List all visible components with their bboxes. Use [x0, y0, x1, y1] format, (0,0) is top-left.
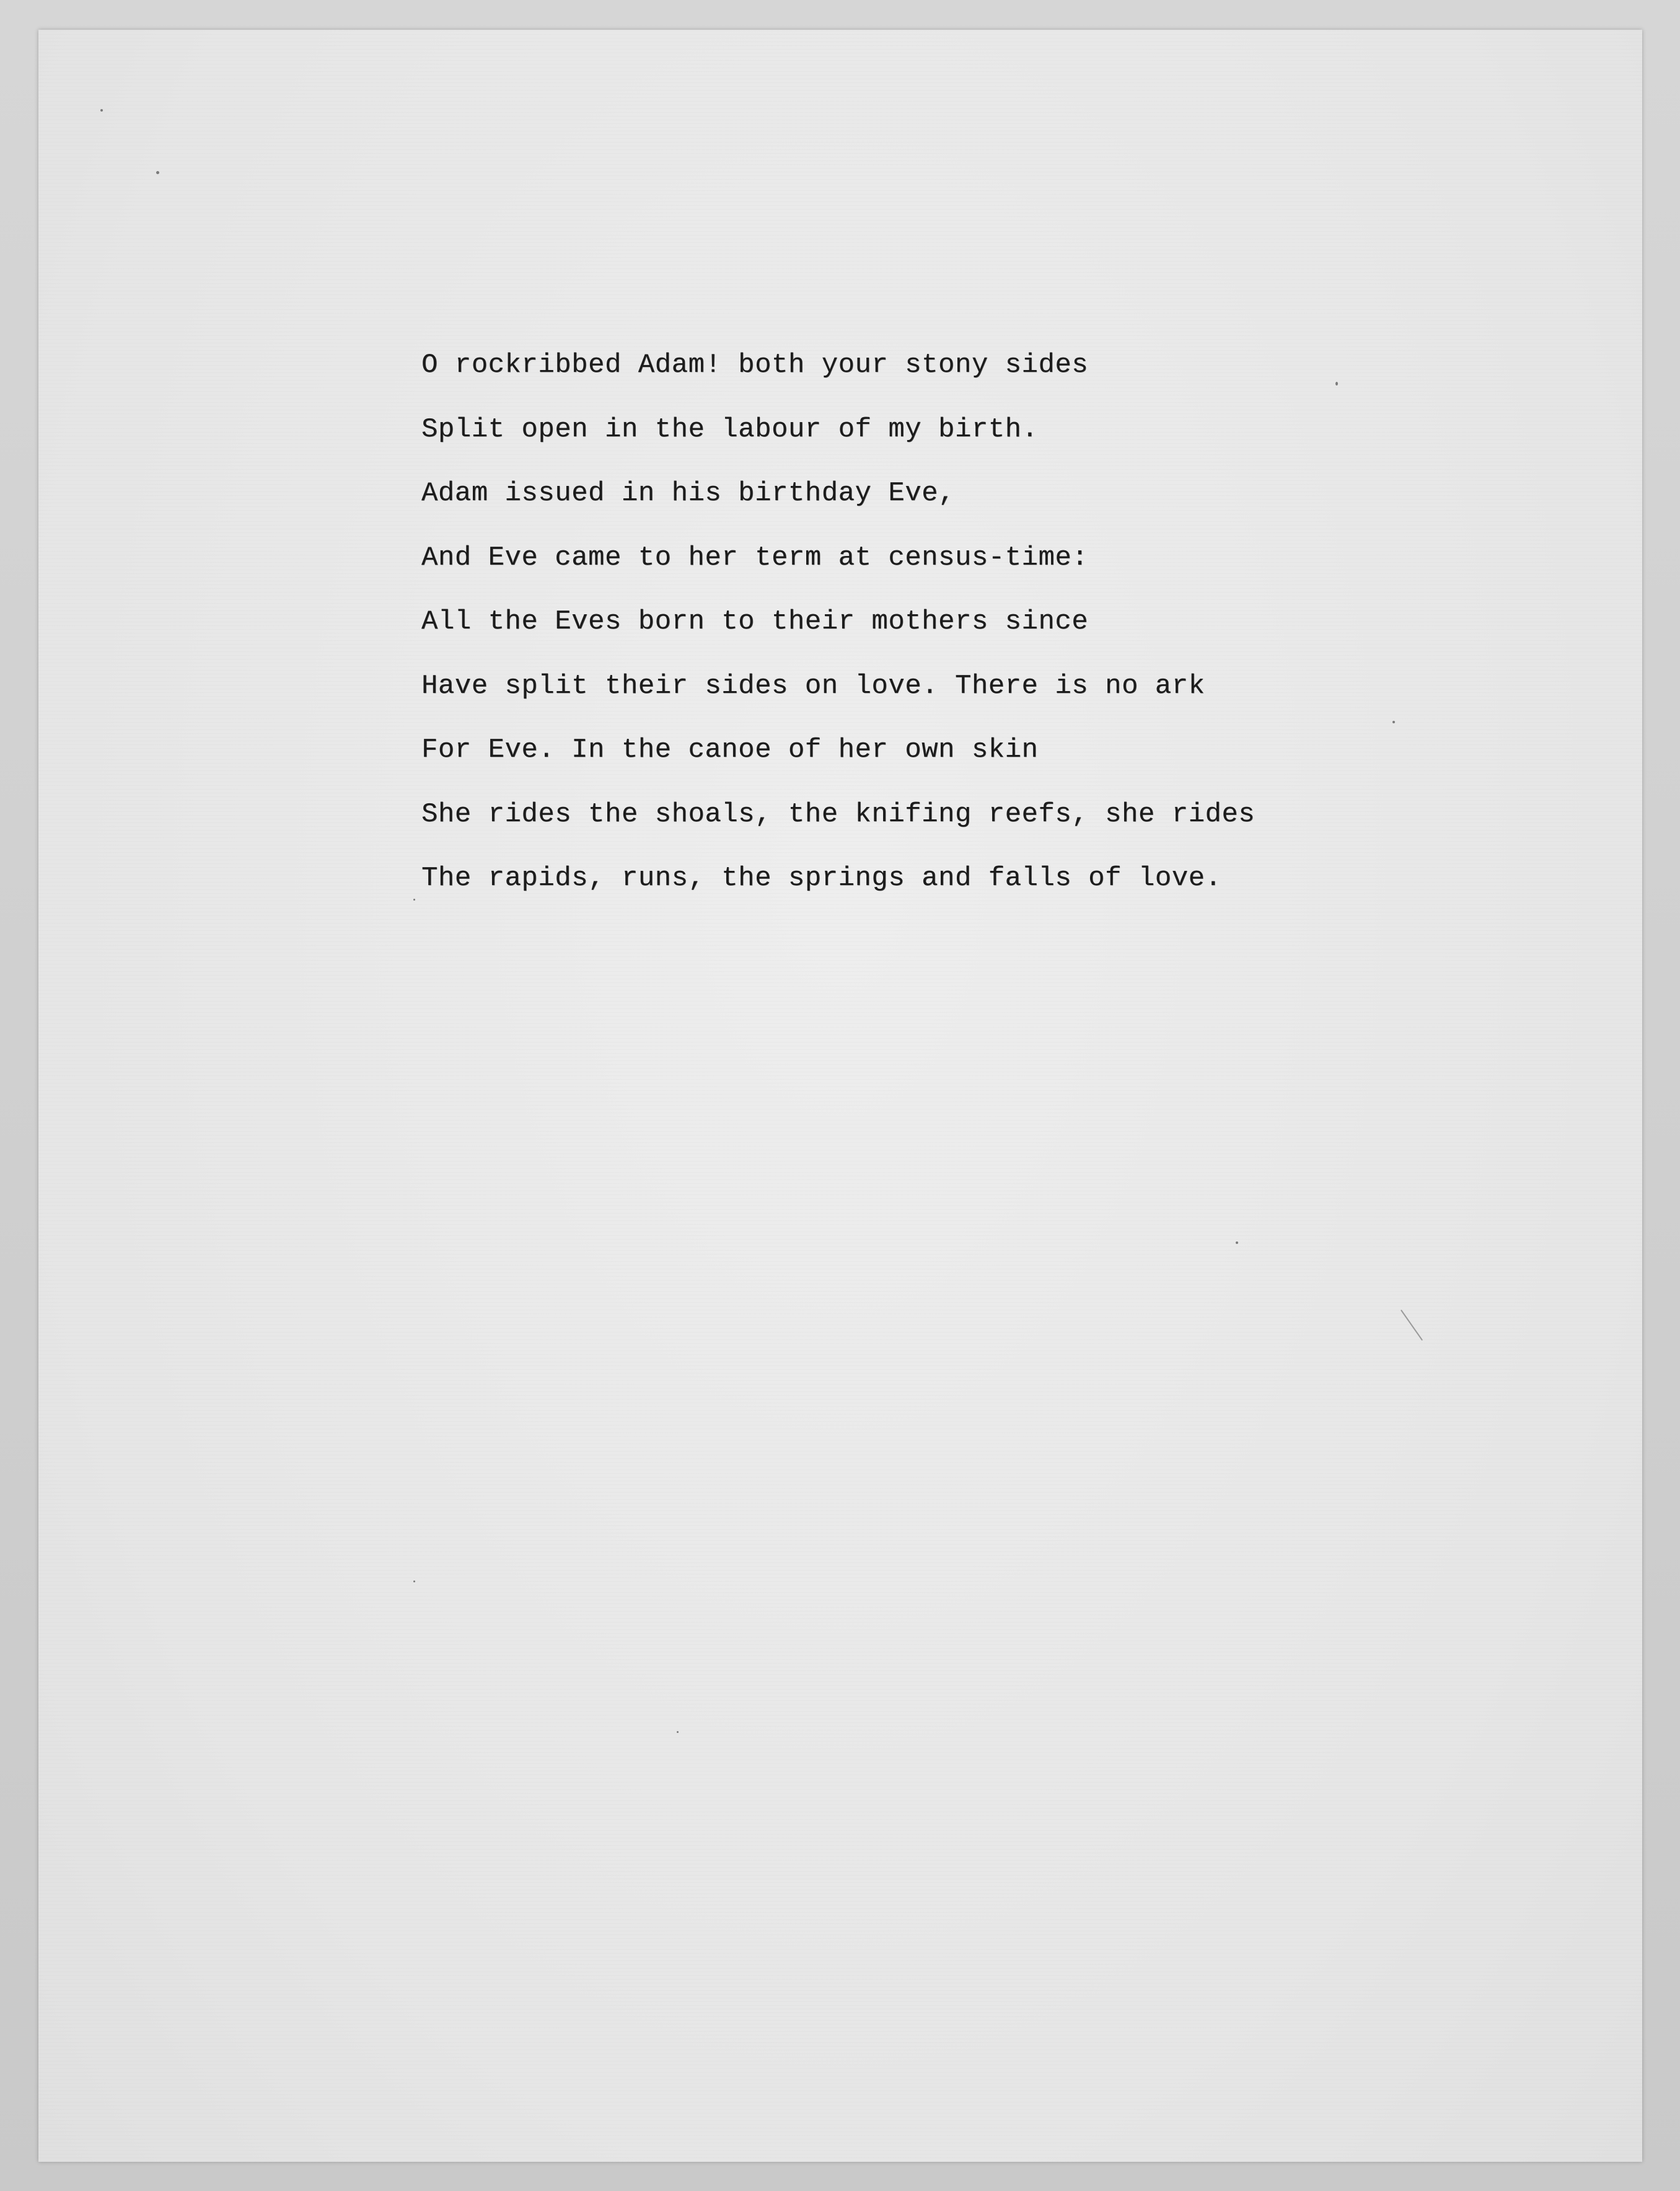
poem-text — [421, 333, 1255, 911]
paper-speck — [1236, 1241, 1238, 1244]
poem-line: Have split their sides on love. There is no ark — [421, 670, 1205, 702]
poem-line: For Eve. In the canoe of her own skin — [421, 734, 1039, 765]
paper-speck — [1392, 721, 1395, 723]
poem-line: O rockribbed Adam! both your stony sides — [421, 350, 1089, 381]
paper-speck — [100, 109, 103, 112]
poem-line: And Eve came to her term at census-time: — [421, 542, 1089, 573]
poem-line: She rides the shoals, the knifing reefs, she rides — [421, 798, 1256, 830]
poem-line: Split open in the labour of my birth. — [421, 413, 1039, 445]
paper-speck — [413, 899, 415, 901]
paper-speck — [1401, 1310, 1423, 1341]
poem-line: Adam issued in his birthday Eve, — [421, 478, 955, 509]
paper-speck — [1335, 382, 1338, 386]
paper-speck — [677, 1731, 679, 1733]
paper-speck — [413, 1580, 415, 1582]
typewritten-page — [38, 30, 1642, 2162]
poem-line: The rapids, runs, the springs and falls of love. — [421, 863, 1222, 894]
paper-speck — [156, 171, 159, 174]
poem-line: All the Eves born to their mothers since — [421, 606, 1089, 637]
